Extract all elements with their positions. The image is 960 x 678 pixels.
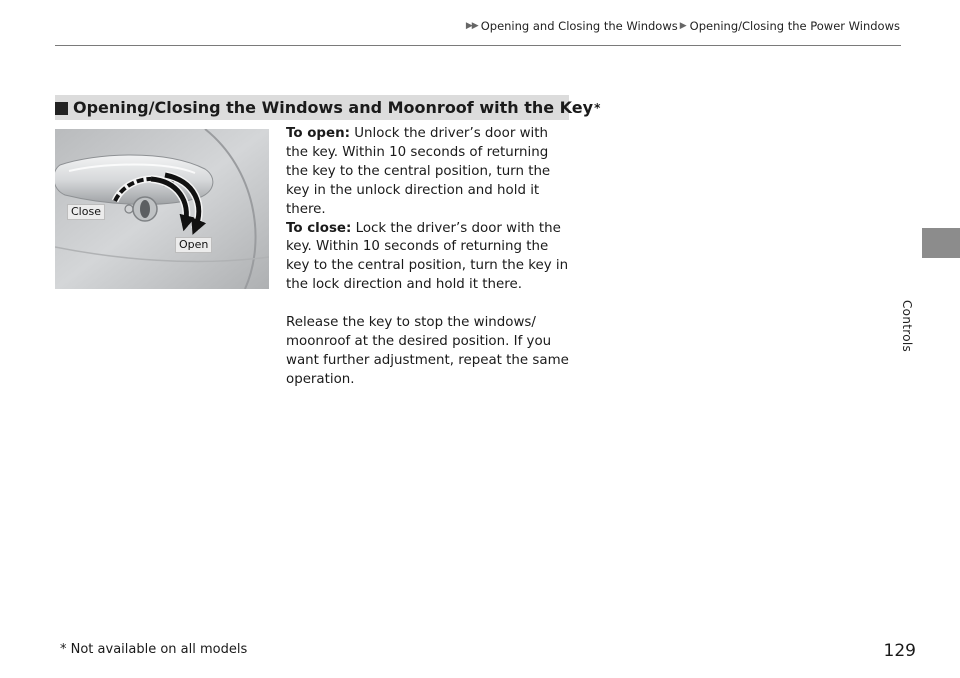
square-bullet-icon bbox=[55, 102, 68, 115]
open-label: Open bbox=[175, 237, 212, 253]
footnote: * Not available on all models bbox=[60, 642, 248, 657]
page-number: 129 bbox=[883, 641, 916, 661]
side-tab[interactable] bbox=[922, 228, 960, 258]
double-arrow-icon: ▶▶ bbox=[465, 21, 478, 31]
breadcrumb-item-power-windows[interactable]: Opening/Closing the Power Windows bbox=[689, 19, 900, 33]
door-handle-illustration bbox=[55, 129, 269, 289]
header-divider bbox=[55, 45, 901, 46]
section-title-text: Opening/Closing the Windows and Moonroof with the Key bbox=[73, 98, 594, 117]
open-text: Unlock the driver’s door with the key. Within 10 seconds of returning the key to the central position, turn the key in the unlock direction and hold it there. bbox=[286, 126, 551, 217]
instructions bbox=[286, 125, 571, 390]
footnote-asterisk: * bbox=[594, 101, 601, 115]
close-text: Lock the driver’s door with the key. Within 10 seconds of returning the key to the central position, turn the key in the lock direction and hold it there. bbox=[286, 220, 569, 293]
open-instruction bbox=[286, 125, 571, 220]
open-term: To open: bbox=[286, 126, 350, 141]
breadcrumb-item-windows[interactable]: Opening and Closing the Windows bbox=[480, 19, 678, 33]
breadcrumb bbox=[466, 19, 900, 33]
side-tab-label[interactable]: Controls bbox=[900, 300, 914, 353]
arrow-icon: ▶ bbox=[679, 21, 687, 31]
release-instruction: Release the key to stop the windows/ moonroof at the desired position. If you want further adjustment, repeat the same operation. bbox=[286, 315, 569, 387]
close-label: Close bbox=[67, 204, 105, 220]
close-instruction bbox=[286, 220, 571, 296]
section-title bbox=[55, 96, 600, 120]
close-term: To close: bbox=[286, 220, 352, 236]
